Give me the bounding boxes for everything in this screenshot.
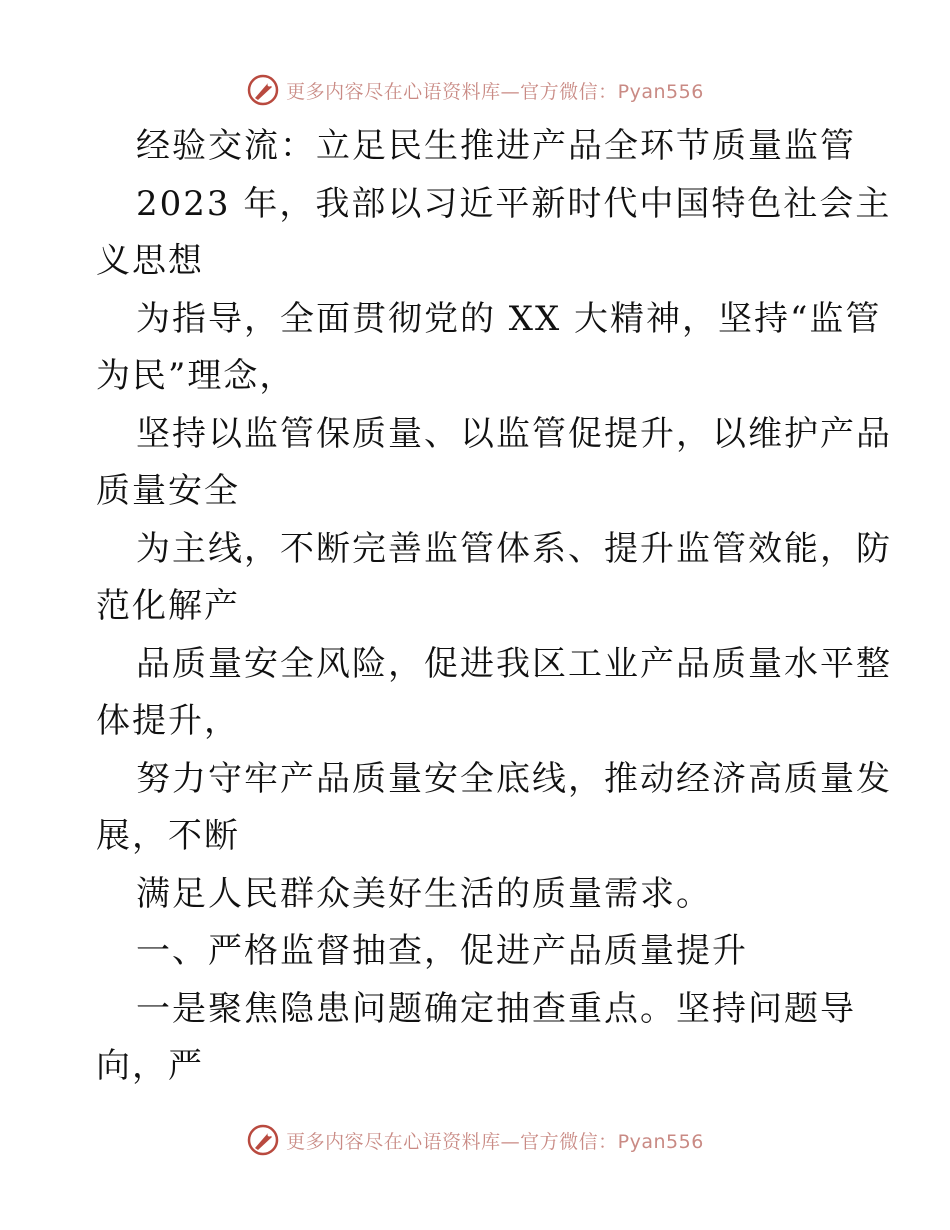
text-line: 体提升， [96,701,240,741]
banner-slogan: 更多内容尽在心语资料库—官方微信： [286,80,618,103]
footer-banner [0,1120,950,1160]
text-line: 满足人民群众美好生活的质量需求。 [136,873,712,914]
banner-slogan: 更多内容尽在心语资料库—官方微信： [286,1130,618,1153]
text-line: 经验交流：立足民生推进产品全环节质量监管 [136,126,856,166]
header-banner [0,70,950,110]
text-line: 一是聚焦隐患问题确定抽查重点。坚持问题导 [136,988,856,1029]
text-line: 为民”理念， [96,356,296,396]
text-line: 努力守牢产品质量安全底线，推动经济高质量发 [136,758,892,799]
text-line: 坚持以监管保质量、以监管促提升，以维护产品 [136,413,892,454]
text-line: 2023 年，我部以习近平新时代中国特色社会主 [136,183,892,224]
banner-text [286,1127,704,1154]
text-line: 质量安全 [96,471,240,511]
text-line: 品质量安全风险，促进我区工业产品质量水平整 [136,643,892,684]
document-body [96,118,892,1096]
banner-text [286,77,704,104]
wechat-id: Pyan556 [617,80,704,103]
text-line: 为指导，全面贯彻党的 XX 大精神，坚持“监管 [136,298,882,339]
pen-nib-circle-icon [246,1123,280,1157]
text-line: 范化解产 [96,586,240,626]
wechat-id: Pyan556 [617,1130,704,1153]
text-line: 义思想 [96,241,204,281]
text-line: 一、严格监督抽查，促进产品质量提升 [136,931,748,971]
text-line: 展，不断 [96,816,240,856]
text-line: 为主线，不断完善监管体系、提升监管效能，防 [136,528,892,569]
pen-nib-circle-icon [246,73,280,107]
text-line: 向，严 [96,1046,204,1086]
